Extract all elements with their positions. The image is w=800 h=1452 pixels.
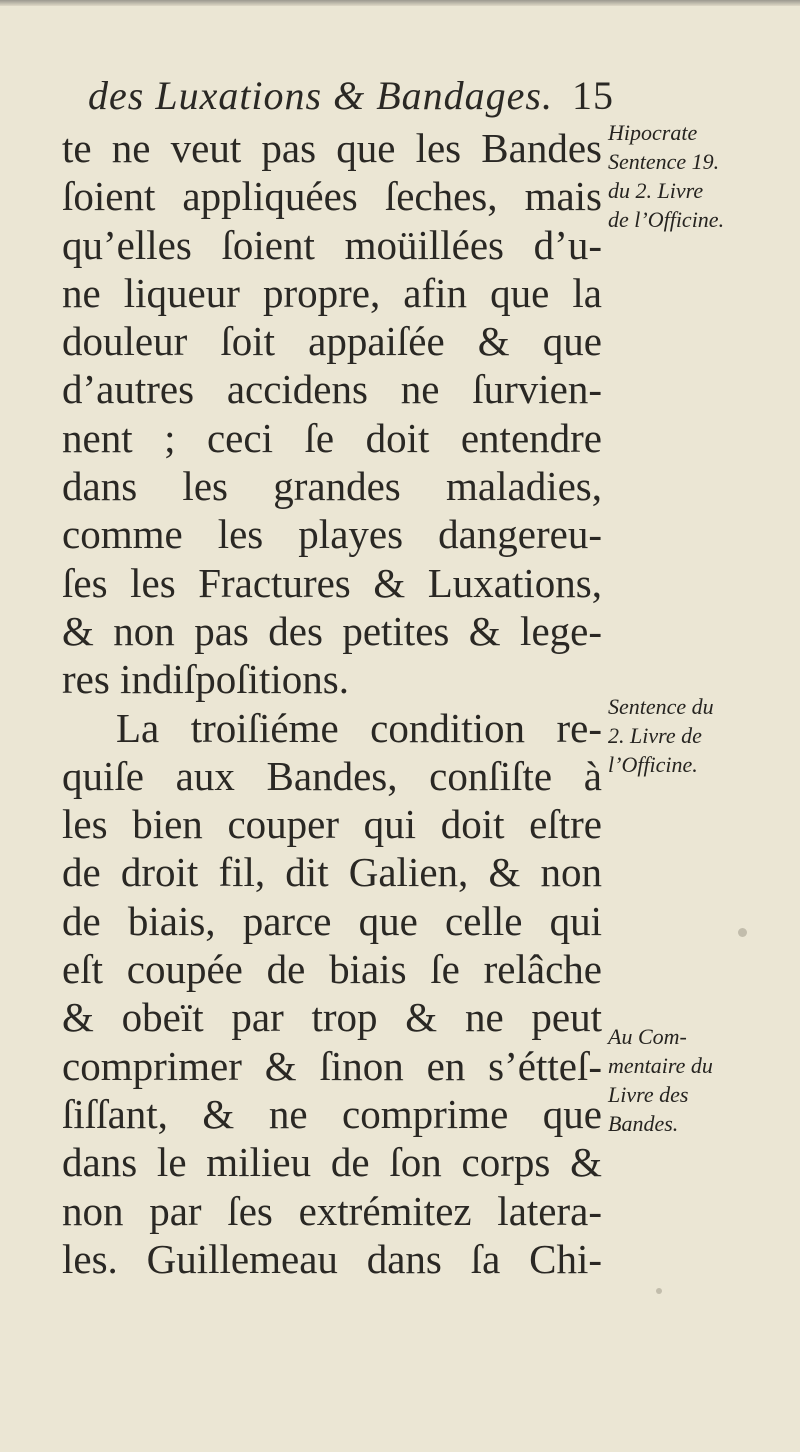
text-line: ſiſſant, & ne comprime que [62, 1090, 602, 1137]
text-line: de droit fil, dit Galien, & non [62, 849, 602, 896]
margin-note-line: l’Officine. [608, 752, 698, 777]
margin-note-line: Livre des [608, 1082, 689, 1107]
margin-note-line: de l’Officine. [608, 207, 725, 232]
text-line: non par ſes extrémitez latera- [62, 1187, 602, 1234]
text-line: dans le milieu de ſon corps & [62, 1139, 602, 1186]
running-header [88, 72, 614, 119]
paper-speck [656, 1288, 662, 1294]
text-line: les. Guillemeau dans ſa Chi- [62, 1235, 602, 1282]
text-line: comprimer & ſinon en s’étteſ- [62, 1042, 602, 1089]
margin-note-hipocrate [608, 118, 798, 234]
paper-speck [738, 928, 747, 937]
page-top-edge [0, 0, 800, 6]
margin-note-line: Bandes. [608, 1111, 679, 1136]
margin-note-line: du 2. Livre [608, 178, 704, 203]
margin-note-line: mentaire du [608, 1053, 713, 1078]
text-line: & obeït par trop & ne peut [62, 994, 602, 1041]
text-line: nent ; ceci ſe doit entendre [62, 414, 602, 461]
margin-note-sentence [608, 692, 798, 779]
text-line: La troiſiéme condition re- [116, 704, 602, 751]
text-line: d’autres accidens ne ſurvien- [62, 366, 602, 413]
text-line: dans les grandes maladies, [62, 463, 602, 510]
text-line: & non pas des petites & lege- [62, 607, 602, 654]
text-line: douleur ſoit appaiſée & que [62, 318, 602, 365]
margin-note-line: 2. Livre de [608, 723, 702, 748]
text-line: eſt coupée de biais ſe relâche [62, 946, 602, 993]
text-line: ſoient appliquées ſeches, mais [62, 173, 602, 220]
text-line: te ne veut pas que les Bandes [62, 125, 602, 171]
text-line: de biais, parce que celle qui [62, 897, 602, 944]
text-line: res indiſpoſitions. [62, 656, 349, 703]
text-line: ne liqueur propre, afin que la [62, 269, 602, 316]
text-line: qu’elles ſoient moüillées d’u- [62, 221, 602, 268]
margin-note-line: Hipocrate [608, 120, 698, 145]
margin-note-line: Sentence 19. [608, 149, 720, 174]
page-number: 15 [571, 73, 614, 118]
text-line: quiſe aux Bandes, conſiſte à [62, 752, 602, 799]
running-title: des Luxations & Bandages. [88, 73, 553, 118]
margin-note-commentaire [608, 1022, 798, 1138]
margin-note-line: Au Com- [608, 1024, 687, 1049]
text-line: comme les playes dangereu- [62, 511, 602, 558]
body-text [62, 124, 602, 1283]
text-line: ſes les Fractures & Luxations, [62, 559, 602, 606]
margin-note-line: Sentence du [608, 694, 714, 719]
text-line: les bien couper qui doit eſtre [62, 801, 602, 848]
